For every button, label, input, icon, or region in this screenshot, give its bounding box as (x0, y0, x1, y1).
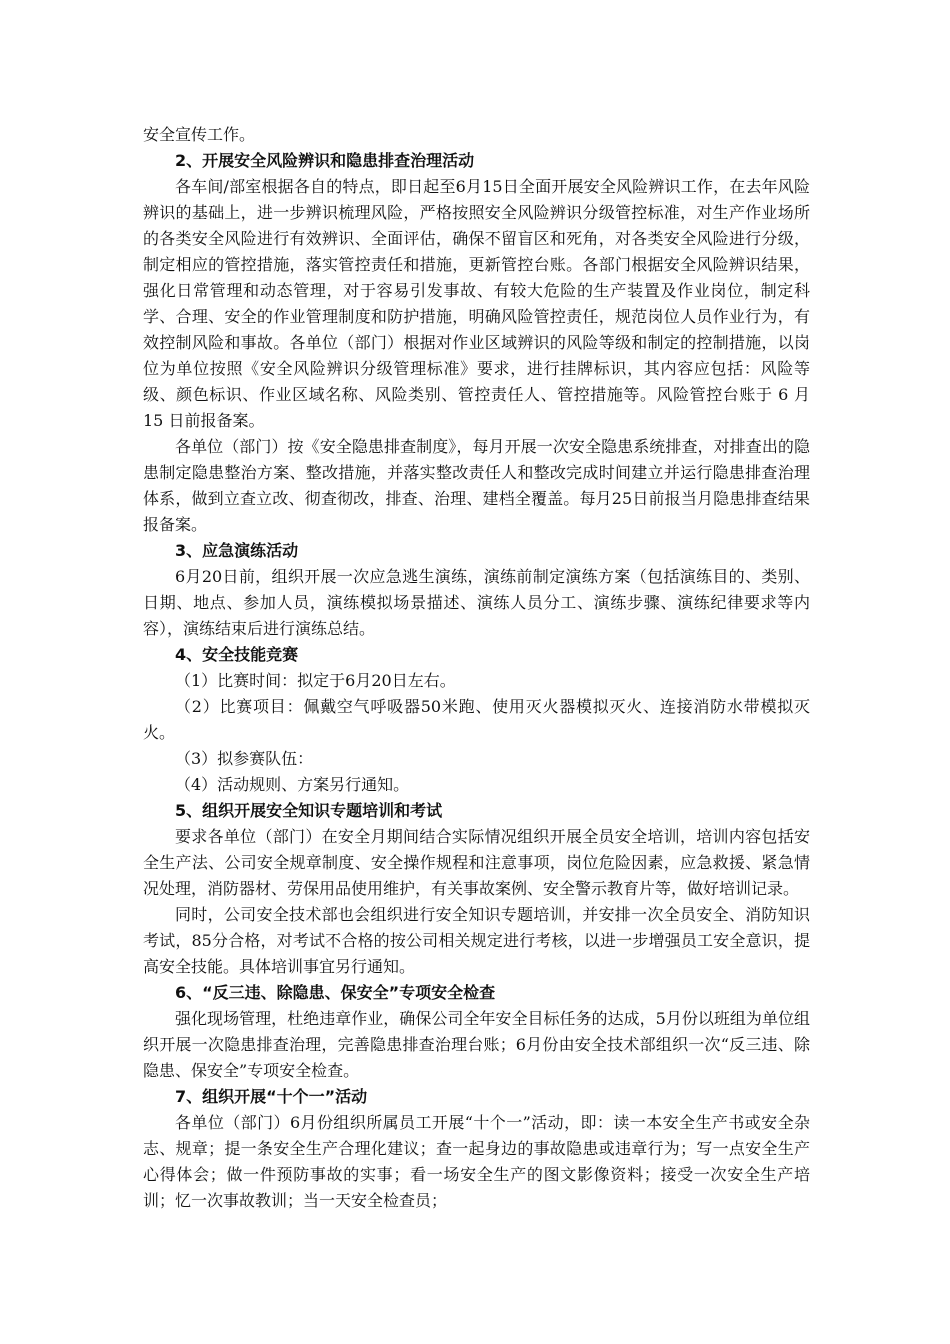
list-item-competition-events: （2）比赛项目：佩戴空气呼吸器50米跑、使用灭火器模拟灭火、连接消防水带模拟灭火。 (143, 697, 810, 742)
section-heading-skills-competition: 4、安全技能竞赛 (175, 645, 299, 664)
list-item-competition-teams: （3）拟参赛队伍： (175, 749, 314, 768)
paragraph-risk-identification: 各车间/部室根据各自的特点，即日起至6月15日全面开展安全风险辨识工作，在去年风险辨识的基础上，进一步辨识梳理风险，严格按照安全风险辨识分级管控标准，对生产作业场所的各类安全风险进行有效辨识、全面评估，确保不留盲区和死角，对各类安全风险进行分级，制定相应的管控措施，落实管控责任和措施，更新管控台账。各部门根据安全风险辨识结果，强化日常管理和动态管理，对于容易引发事故、有较大危险的生产装置及作业岗位，制定科学、合理、安全的作业管理制度和防护措施，明确风险管控责任，规范岗位人员作业行为，有效控制风险和事故。各单位（部门）根据对作业区域辨识的风险等级和制定的控制措施，以岗位为单位按照《安全风险辨识分级管理标准》要求，进行挂牌标识，其内容应包括：风险等级、颜色标识、作业区域名称、风险类别、管控责任人、管控措施等。风险管控台账于 6 月 15 日前报备案。 (143, 177, 810, 430)
paragraph-special-inspection: 强化现场管理，杜绝违章作业，确保公司全年安全目标任务的达成，5月份以班组为单位组织开展一次隐患排查治理，完善隐患排查治理台账；6月份由安全技术部组织一次“反三违、除隐患、保安全”专项安全检查。 (143, 1009, 810, 1080)
section-heading-emergency-drill: 3、应急演练活动 (175, 541, 299, 560)
section-heading-special-inspection: 6、“反三违、除隐患、保安全”专项安全检查 (175, 983, 496, 1002)
paragraph-safety-exam: 同时，公司安全技术部也会组织进行安全知识专题培训，并安排一次全员安全、消防知识考试，85分合格，对考试不合格的按公司相关规定进行考核，以进一步增强员工安全意识，提高安全技能。具体培训事宜另行通知。 (143, 905, 810, 976)
paragraph-hazard-inspection: 各单位（部门）按《安全隐患排查制度》，每月开展一次安全隐患系统排查，对排查出的隐患制定隐患整治方案、整改措施，并落实整改责任人和整改完成时间建立并运行隐患排查治理体系，做到立查立改、彻查彻改，排查、治理、建档全覆盖。每月25日前报当月隐患排查结果报备案。 (143, 437, 810, 534)
paragraph-safety-training: 要求各单位（部门）在安全月期间结合实际情况组织开展全员安全培训，培训内容包括安全生产法、公司安全规章制度、安全操作规程和注意事项，岗位危险因素，应急救援、紧急情况处理，消防器材、劳保用品使用维护，有关事故案例、安全警示教育片等，做好培训记录。 (143, 827, 810, 898)
section-heading-safety-training: 5、组织开展安全知识专题培训和考试 (175, 801, 443, 820)
list-item-competition-rules: （4）活动规则、方案另行通知。 (175, 775, 410, 794)
list-item-competition-time: （1）比赛时间：拟定于6月20日左右。 (175, 671, 456, 690)
document-body (143, 122, 810, 1214)
section-heading-ten-ones: 7、组织开展“十个一”活动 (175, 1087, 368, 1106)
paragraph-continuation: 安全宣传工作。 (143, 125, 256, 144)
paragraph-emergency-drill: 6月20日前，组织开展一次应急逃生演练，演练前制定演练方案（包括演练目的、类别、日期、地点、参加人员，演练模拟场景描述、演练人员分工、演练步骤、演练纪律要求等内容），演练结束后进行演练总结。 (143, 567, 810, 638)
section-heading-risk-identification: 2、开展安全风险辨识和隐患排查治理活动 (175, 151, 475, 170)
paragraph-ten-ones: 各单位（部门）6月份组织所属员工开展“十个一”活动，即：读一本安全生产书或安全杂志、规章；提一条安全生产合理化建议；查一起身边的事故隐患或违章行为；写一点安全生产心得体会；做一件预防事故的实事；看一场安全生产的图文影像资料；接受一次安全生产培训；忆一次事故教训；当一天安全检查员； (143, 1113, 810, 1210)
